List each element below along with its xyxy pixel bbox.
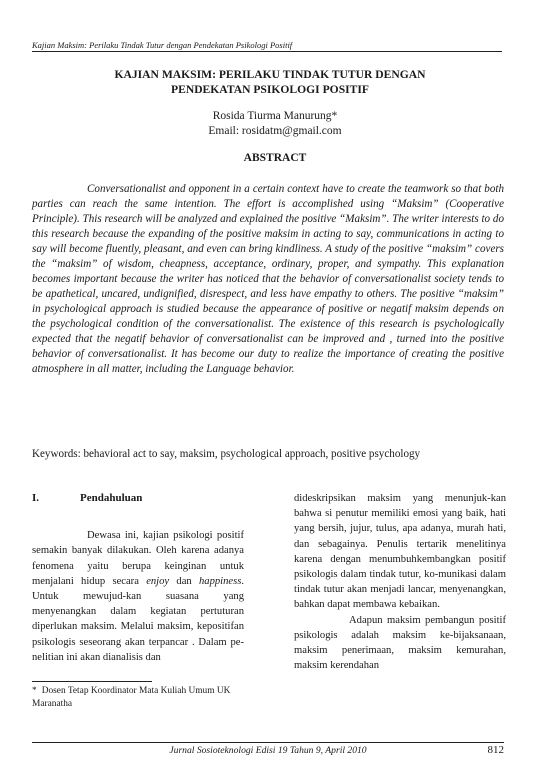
left-paragraph-text: Dewasa ini, kajian psikologi positif semakin banyak dilakukan. Oleh karena adanya fenomena yaitu berupa keinginan untuk menjalani hidup secara (32, 530, 244, 587)
author-email: Email: rosidatm@gmail.com (208, 125, 342, 137)
running-header: Kajian Maksim: Perilaku Tindak Tutur dengan Pendekatan Psikologi Positif (32, 40, 502, 52)
right-column (294, 491, 506, 673)
section-number: I. (32, 492, 40, 504)
article-title-line-1: KAJIAN MAKSIM: PERILAKU TINDAK TUTUR DENGAN (114, 68, 426, 81)
abstract-heading: ABSTRACT (243, 152, 307, 164)
term-enjoy: enjoy (146, 575, 170, 587)
right-paragraph-2: Adapun maksim pembangun positif psikologis adalah maksim ke-bijaksanaan, maksim penerimaan, maksim kemurahan, maksim kerendahan (294, 614, 506, 672)
left-paragraph-text-rest: . Untuk mewujud-kan suasana yang menyenangkan dalam kegiatan pertuturan diperlukan maksim. Melalui maksim, kepositifan psikologis seseorang akan terpancar . Dalam pe-nelitian ini akan dianalisis dan (32, 575, 245, 663)
footnote-text: Dosen Tetap Koordinator Mata Kuliah Umum UK Maranatha (32, 686, 231, 709)
term-happiness: happiness (198, 575, 242, 587)
footnote (32, 685, 247, 710)
section-heading (32, 491, 244, 506)
section-title: Pendahuluan (80, 492, 143, 504)
abstract-text: Conversationalist and opponent in a certain context have to create the teamwork so that both parties can reach the same intention. The effort is accomplished using “Maksim” (Cooperative Principle). This research will be analyzed and explained the positive “Maksim”. The writer interests to do this research because the expanding of the positive maksim in acting to say, communications in acting to say will become fluently, pleasant, and even can bring kindliness. A study of the positive “maksim” covers the “maksim” of wisdom, cheapness, acceptance, ordinary, proper, and sympathy. This explanation becomes important because the writer has noticed that the behavior of conversationalist society tends to be apathetical, uncared, undignified, disrespect, and less have empathy to others. The positive “maksim” in psychological approach is studied because the appearance of positive or negatif maksim depends on the psychological condition of the conversationalist. The existence of this research is psychologically expected that the negatif behavior of conversationalist can be improved and , turned into the positive behavior of conversationalist. It has become our duty to realize the importance of creating the positive atmosphere in all matter, including the Language behavior. (32, 183, 504, 375)
left-column (32, 491, 244, 665)
page-number: 812 (487, 744, 504, 756)
left-paragraph (32, 528, 244, 665)
article-title-line-2: PENDEKATAN PSIKOLOGI POSITIF (171, 83, 369, 96)
author-name: Rosida Tiurma Manurung* (212, 110, 338, 122)
footer-divider (32, 742, 504, 743)
article-title (60, 67, 480, 97)
footnote-mark: * (32, 686, 37, 696)
conjunction-dan: dan (169, 575, 199, 587)
keywords: Keywords: behavioral act to say, maksim, psychological approach, positive psychology (32, 448, 421, 460)
footer-journal-name: Jurnal Sosioteknologi Edisi 19 Tahun 9, April 2010 (169, 745, 367, 756)
right-paragraph-1: dideskripsikan maksim yang menunjuk-kan bahwa si penutur memiliki emosi yang baik, hati yang bersih, jujur, tulus, apa adanya, murah hati, dan sebagainya. Penulis tertarik menelitinya karena dengan menumbuhkembangkan positif psikologis dalam tindak tutur, ko-munikasi dalam tindak tutur akan menjadi lancar, menyenangkan, bahkan dapat membawa kebaikan. (294, 493, 506, 611)
footnote-divider (32, 681, 152, 682)
